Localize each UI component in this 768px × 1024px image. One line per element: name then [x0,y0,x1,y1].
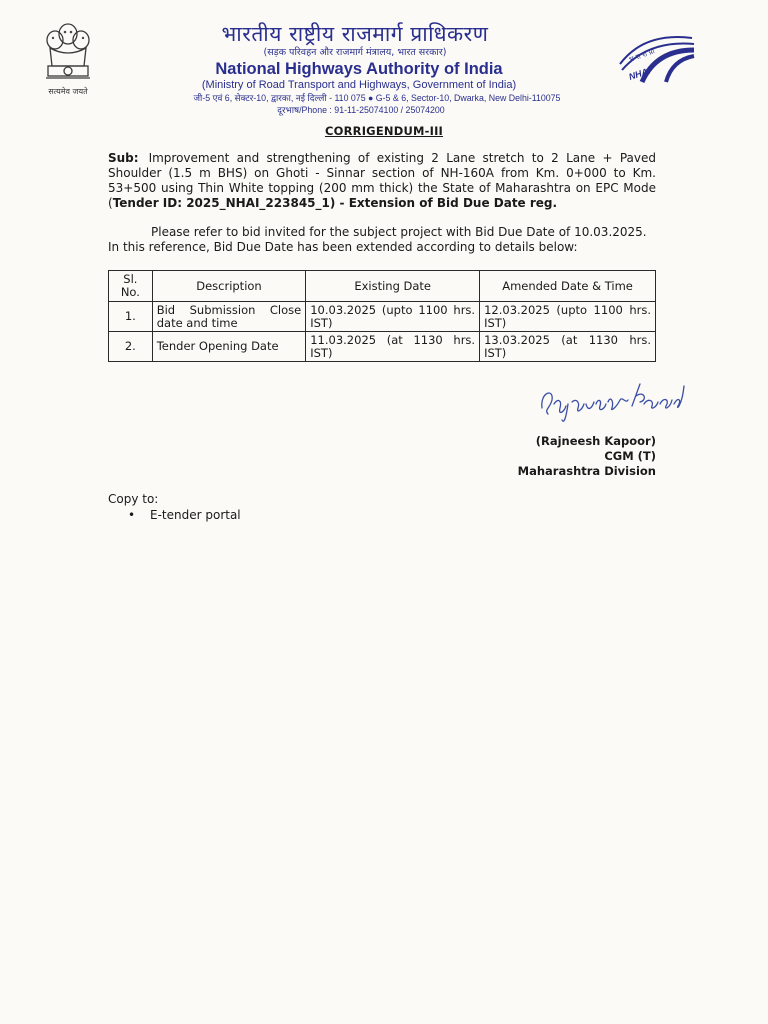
table-header-row [109,271,656,302]
emblem-motto: सत्यमेव जयते [48,87,88,96]
english-subtitle: (Ministry of Road Transport and Highways, Government of India) [201,79,517,91]
header-existing-date: Existing Date [306,271,480,302]
signatory-division: Maharashtra Division [517,464,656,478]
handwritten-signature [536,378,686,426]
hindi-subtitle: (सड़क परिवहन और राजमार्ग मंत्रालय, भारत सरकार) [263,47,447,58]
nhai-logo-icon [616,30,696,86]
hindi-title: भारतीय राष्ट्रीय राजमार्ग प्राधिकरण [221,22,489,46]
signatory-name: (Rajneesh Kapoor) [535,434,656,448]
letterhead [120,22,610,116]
copy-to-item: E-tender portal [150,508,241,522]
document-title: CORRIGENDUM-III [324,124,444,138]
header-sl-no: Sl. No. [109,271,153,302]
bullet-icon: • [128,508,136,522]
header-description: Description [152,271,306,302]
cell-existing-date: 10.03.2025 (upto 1100 hrs. IST) [306,302,480,332]
nhai-logo-hindi: भ रा रा प्रा [627,47,656,64]
intro-paragraph [108,225,656,255]
cell-amended-date: 13.03.2025 (at 1130 hrs. IST) [480,332,656,362]
intro-text: Please refer to bid invited for the subject project with Bid Due Date of 10.03.2025. In this reference, Bid Due Date has been extended according to details below: [108,225,647,254]
copy-to-list [128,508,241,523]
signatory-designation: CGM (T) [604,449,656,463]
subject-paragraph [108,151,656,211]
phone: दूरभाष/Phone : 91-11-25074100 / 25074200 [277,105,445,115]
address: जी-5 एवं 6, सेक्टर-10, द्वारका, नई दिल्ली - 110 075 ● G-5 & 6, Sector-10, Dwarka, New Delhi-110075 [193,93,561,103]
cell-description: Bid Submission Close date and time [152,302,306,332]
table-row [109,332,656,362]
header-amended-date: Amended Date & Time [480,271,656,302]
cell-description: Tender Opening Date [152,332,306,362]
bid-dates-table [108,270,656,362]
list-item [128,508,241,523]
nhai-logo-text: NHAI [627,65,652,82]
subject-label: Sub: [108,151,139,165]
cell-existing-date: 11.03.2025 (at 1130 hrs. IST) [306,332,480,362]
subject-text: Improvement and strengthening of existing 2 Lane stretch to 2 Lane + Paved Shoulder (1.5 m BHS) on Ghoti - Sinnar section of NH-160A from Km. 0+000 to Km. 53+500 using Thin White topping (200 mm thick) the State of Maharashtra on EPC Mode ( [108,151,656,210]
subject-tender-id: Tender ID: 2025_NHAI_223845_1) - Extension of Bid Due Date reg. [112,196,558,210]
cell-amended-date: 12.03.2025 (upto 1100 hrs. IST) [480,302,656,332]
cell-sl-no: 2. [109,332,153,362]
copy-to-label: Copy to: [108,492,159,506]
table-row [109,302,656,332]
signatory-block [460,434,656,479]
english-title: National Highways Authority of India [215,60,503,78]
cell-sl-no: 1. [109,302,153,332]
